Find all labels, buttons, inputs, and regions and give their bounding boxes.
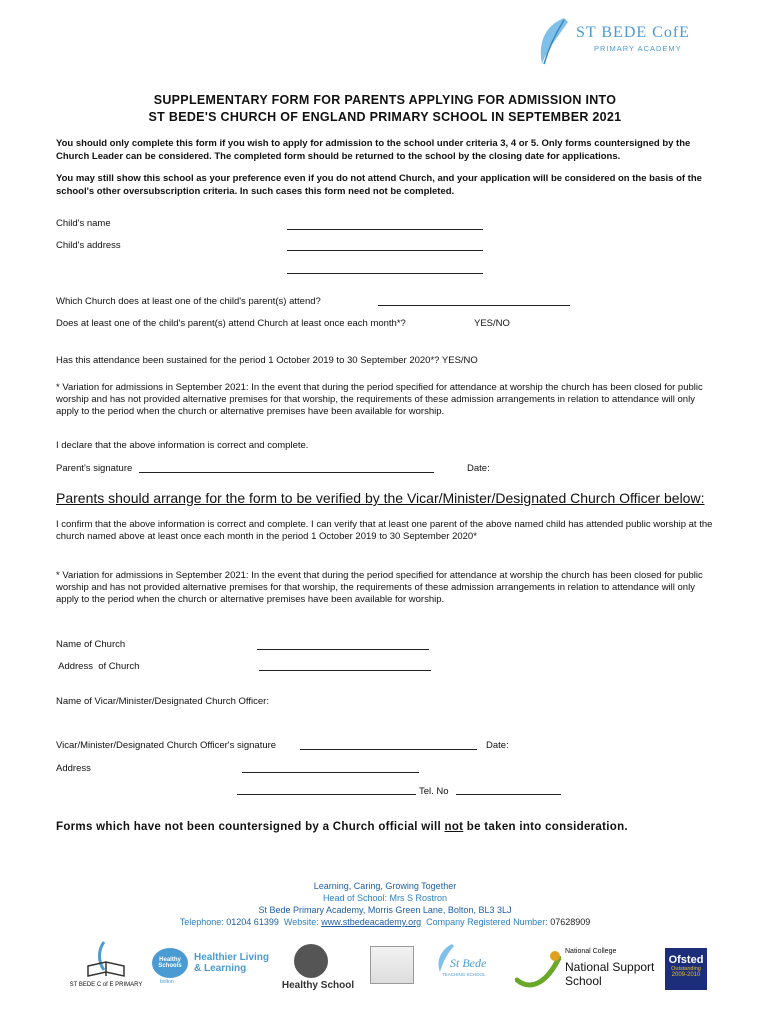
teaching-school-text: TEACHING SCHOOL [442,972,486,977]
church-address-label: Address of Church [56,661,140,672]
partner-school-badge-icon [370,946,414,984]
title-line-1: SUPPLEMENTARY FORM FOR PARENTS APPLYING FOR ADMISSION INTO [153,93,617,107]
child-name-label: Child's name [56,218,111,229]
child-name-field[interactable] [287,229,483,230]
national-support-text: National Support [565,960,655,974]
variation-note: * Variation for admissions in September 2021: In the event that during the period specified for attendance at worship the church has been closed for public worship and has not provided alternative premises for that worship, the requirements of these admission arrangements in relation to attendance will only apply to the period when the church or alternative premises have been available for worship. [56,382,703,417]
national-support-school-logo [515,946,660,992]
declare-text: I declare that the above information is correct and complete. [56,440,309,451]
attend-monthly-answer[interactable]: YES/NO [474,318,510,329]
tel-label: Tel. No [419,786,449,797]
telephone-label: Telephone: [179,917,224,927]
school-name: ST BEDE CofE [576,24,690,41]
verification-heading: Parents should arrange for the form to be verified by the Vicar/Minister/Designated Church Officer below: [56,490,705,506]
church-name-field[interactable] [257,649,429,650]
parent-signature-label: Parent's signature [56,463,133,474]
healthier-living-text: Healthier Living [194,952,270,963]
healthier-living-logo [152,948,272,988]
church-address-field[interactable] [259,670,431,671]
intro-paragraph-2: You may still show this school as your preference even if you do not attend Church, and your application will be considered on the basis of the school's other oversubscription criteria. In such cases this form need not be completed. [56,173,702,197]
officer-name-label: Name of Vicar/Minister/Designated Church Officer: [56,696,269,707]
officer-signature-label: Vicar/Minister/Designated Church Officer's signature [56,740,277,751]
school-text: School [565,974,602,988]
intro-paragraph-1: You should only complete this form if you wish to apply for admission to the school under criteria 3, 4 or 5. Only forms countersigned by the Church Leader can be considered. The completed form should be returned to the school by the closing date for applications. [56,138,691,162]
warning-text-before: Forms which have not been countersigned by a Church official will [56,821,445,833]
company-number: 07628909 [550,917,591,927]
website-label: Website: [283,917,319,927]
officer-address-field-2[interactable] [237,794,416,795]
footer-address: St Bede Primary Academy, Morris Green Lane, Bolton, BL3 3LJ [258,905,512,915]
ofsted-outstanding-text: Outstanding [671,966,701,972]
healthy-school-logo [278,944,358,994]
website-link[interactable]: www.stbedeacademy.org [321,917,422,927]
parent-date-label: Date: [467,463,490,474]
church-name-label: Name of Church [56,639,126,650]
warning-text-after: be taken into consideration. [463,821,628,833]
which-church-label: Which Church does at least one of the child's parent(s) attend? [56,296,321,307]
tel-field[interactable] [456,794,561,795]
sustained-label: Has this attendance been sustained for the period 1 October 2019 to 30 September 2020*? YES/NO [56,355,478,366]
page-title [0,92,770,126]
st-bede-primary-logo [66,940,146,996]
verification-confirm: I confirm that the above information is correct and complete. I can verify that at least one parent of the above named child has attended public worship at the church named above at least once each month in the period 1 October 2019 to 30 September 2020* [56,519,713,542]
national-college-text: National College [565,948,617,955]
which-church-field[interactable] [378,305,570,306]
healthy-schools-badge: Healthy Schools [152,948,188,978]
st-bede-teaching-text: St Bede [450,956,487,970]
officer-signature-field[interactable] [300,749,477,750]
st-bede-teaching-school-logo [434,942,494,994]
ofsted-logo [665,948,707,990]
learning-text: & Learning [194,963,247,974]
healthy-school-text: Healthy School [281,980,355,991]
footer-head: Head of School: Mrs S Rostron [322,893,448,903]
attend-monthly-label: Does at least one of the child's parent(s) attend Church at least once each month*? [56,318,406,329]
child-address-field-1[interactable] [287,250,483,251]
child-address-field-2[interactable] [287,273,483,274]
bolton-text: bolton [160,979,174,985]
telephone-value: 01204 61399 [226,917,279,927]
child-address-label: Child's address [56,240,121,251]
school-logo [530,14,710,70]
swoosh-icon [515,950,561,990]
healthy-school-badge-icon [294,944,328,978]
company-label: Company Registered Number: [426,917,548,927]
feather-icon [534,16,574,68]
school-subtitle: PRIMARY ACADEMY [594,44,682,53]
book-feather-icon [84,940,128,980]
warning-emphasis: not [444,821,464,833]
officer-address-field-1[interactable] [242,772,419,773]
parent-signature-field[interactable] [139,472,434,473]
verification-variation-note: * Variation for admissions in September 2021: In the event that during the period specified for attendance at worship the church has been closed for public worship and has not provided alternative premises for that worship, the requirements of these admission arrangements in relation to attendance will only apply to the period when the church or alternative premises have been available for worship. [56,570,703,605]
title-line-2: ST BEDE'S CHURCH OF ENGLAND PRIMARY SCHOOL IN SEPTEMBER 2021 [148,110,622,124]
footer-motto: Learning, Caring, Growing Together [313,881,457,891]
st-bede-primary-text: ST BEDE C of E PRIMARY [69,982,143,988]
ofsted-years-text: 2009-2010 [671,972,701,978]
officer-address-label: Address [56,763,91,774]
countersign-warning [56,821,628,833]
footer-contact [0,917,770,927]
ofsted-text: Ofsted [668,954,704,966]
officer-date-label: Date: [486,740,509,751]
